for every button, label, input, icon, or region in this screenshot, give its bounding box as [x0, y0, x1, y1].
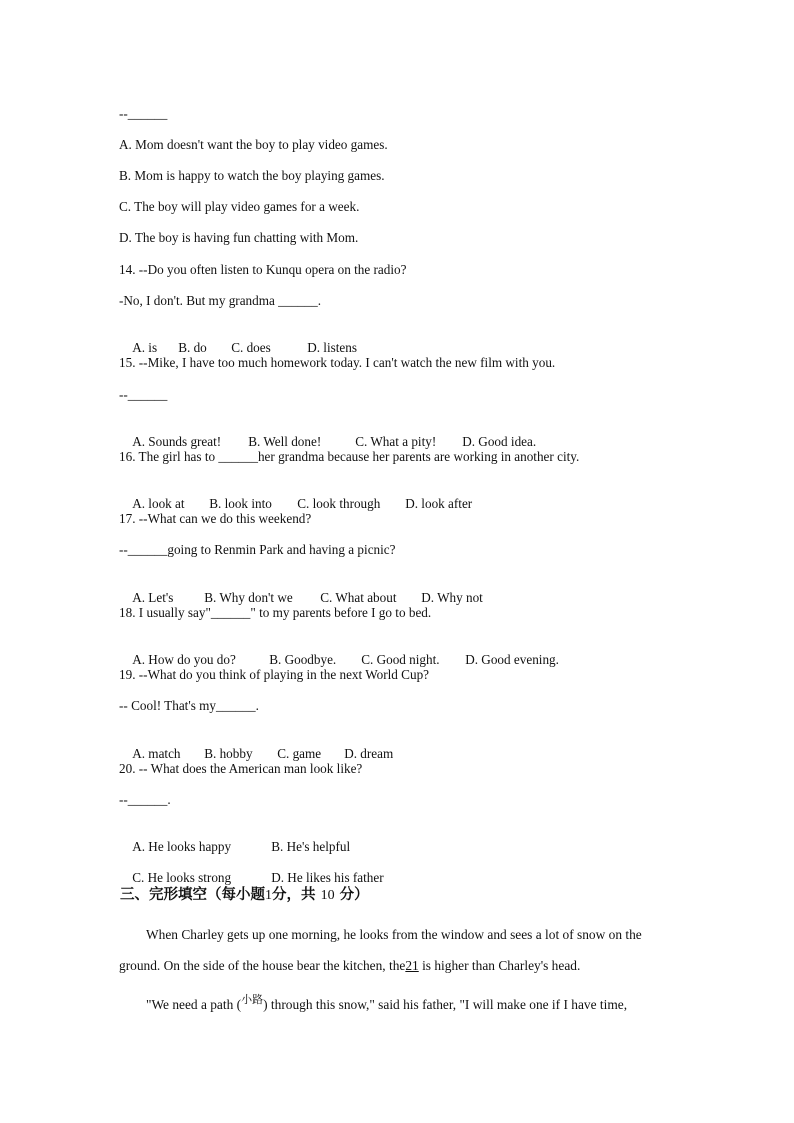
q17-option-b: B. Why don't we	[204, 590, 293, 605]
q13-option-a: A. Mom doesn't want the boy to play video games.	[119, 137, 388, 152]
q13-option-b: B. Mom is happy to watch the boy playing games.	[119, 168, 385, 183]
q17-question: 17. --What can we do this weekend?	[119, 511, 312, 526]
q18-option-b: B. Goodbye.	[269, 652, 337, 667]
q19-option-b: B. hobby	[204, 746, 253, 761]
q19-question: 19. --What do you think of playing in the next World Cup?	[119, 667, 430, 682]
q14-option-c: C. does	[231, 340, 271, 355]
passage-p2-a: "We need a path (	[146, 997, 242, 1012]
q15-option-b: B. Well done!	[248, 434, 322, 449]
passage-blank-21: 21	[405, 958, 419, 973]
section-heading-part-b: 分，共	[272, 887, 316, 903]
passage-p1-line2-b: is higher than Charley's head.	[418, 958, 581, 973]
q15-question: 15. --Mike, I have too much homework today. I can't watch the new film with you.	[119, 355, 556, 370]
q14-answer-line: -No, I don't. But my grandma ______.	[119, 293, 321, 308]
q13-answer-line: --______	[119, 106, 168, 121]
q19-answer-line: -- Cool! That's my______.	[119, 698, 259, 713]
section-heading	[120, 886, 369, 905]
q20-question: 20. -- What does the American man look like?	[119, 761, 363, 776]
passage-p2-b: ) through this snow," said his father, "I will make one if I have time,	[263, 997, 628, 1012]
q17-option-c: C. What about	[320, 590, 397, 605]
q18-option-a: A. How do you do?	[132, 652, 236, 667]
section-heading-part-a: 三、完形填空（每小题	[120, 887, 265, 903]
q14-question: 14. --Do you often listen to Kunqu opera on the radio?	[119, 262, 407, 277]
q19-option-d: D. dream	[344, 746, 394, 761]
passage-p1-line2	[119, 958, 580, 974]
q17-option-d: D. Why not	[421, 590, 483, 605]
section-heading-part-c: 分）	[339, 887, 369, 903]
q18-question: 18. I usually say"______" to my parents before I go to bed.	[119, 605, 432, 620]
q14-option-b: B. do	[178, 340, 207, 355]
section-heading-num-1: 1	[265, 888, 272, 903]
section-heading-num-2: 10	[320, 888, 335, 903]
q15-answer-line: --______	[119, 387, 168, 402]
q17-answer-line: --______going to Renmin Park and having a picnic?	[119, 542, 396, 557]
passage-p1-line2-a: ground. On the side of the house bear the kitchen, the	[119, 958, 406, 973]
q13-option-d: D. The boy is having fun chatting with Mom.	[119, 230, 359, 245]
passage-p2-line1	[146, 993, 628, 1014]
q16-question: 16. The girl has to ______her grandma because her parents are working in another city.	[119, 449, 580, 464]
q15-option-c: C. What a pity!	[355, 434, 437, 449]
q16-option-c: C. look through	[297, 496, 381, 511]
q20-option-c: C. He looks strong	[132, 870, 232, 885]
passage-chinese-note: 小路	[241, 993, 264, 1006]
q15-option-d: D. Good idea.	[462, 434, 537, 449]
q16-option-b: B. look into	[209, 496, 272, 511]
q14-option-d: D. listens	[307, 340, 358, 355]
q16-option-d: D. look after	[405, 496, 473, 511]
q19-option-a: A. match	[132, 746, 181, 761]
q14-option-a: A. is	[132, 340, 158, 355]
q20-option-d: D. He likes his father	[271, 870, 384, 885]
q18-option-d: D. Good evening.	[465, 652, 559, 667]
q15-option-a: A. Sounds great!	[132, 434, 222, 449]
q18-option-c: C. Good night.	[361, 652, 440, 667]
q19-option-c: C. game	[277, 746, 322, 761]
q20-answer-line: --______.	[119, 792, 171, 807]
q13-option-c: C. The boy will play video games for a week.	[119, 199, 360, 214]
q16-option-a: A. look at	[132, 496, 185, 511]
q20-option-b: B. He's helpful	[271, 839, 351, 854]
q17-option-a: A. Let's	[132, 590, 174, 605]
passage-p1-line1: When Charley gets up one morning, he looks from the window and sees a lot of snow on the	[146, 927, 642, 942]
q20-option-a: A. He looks happy	[132, 839, 232, 854]
